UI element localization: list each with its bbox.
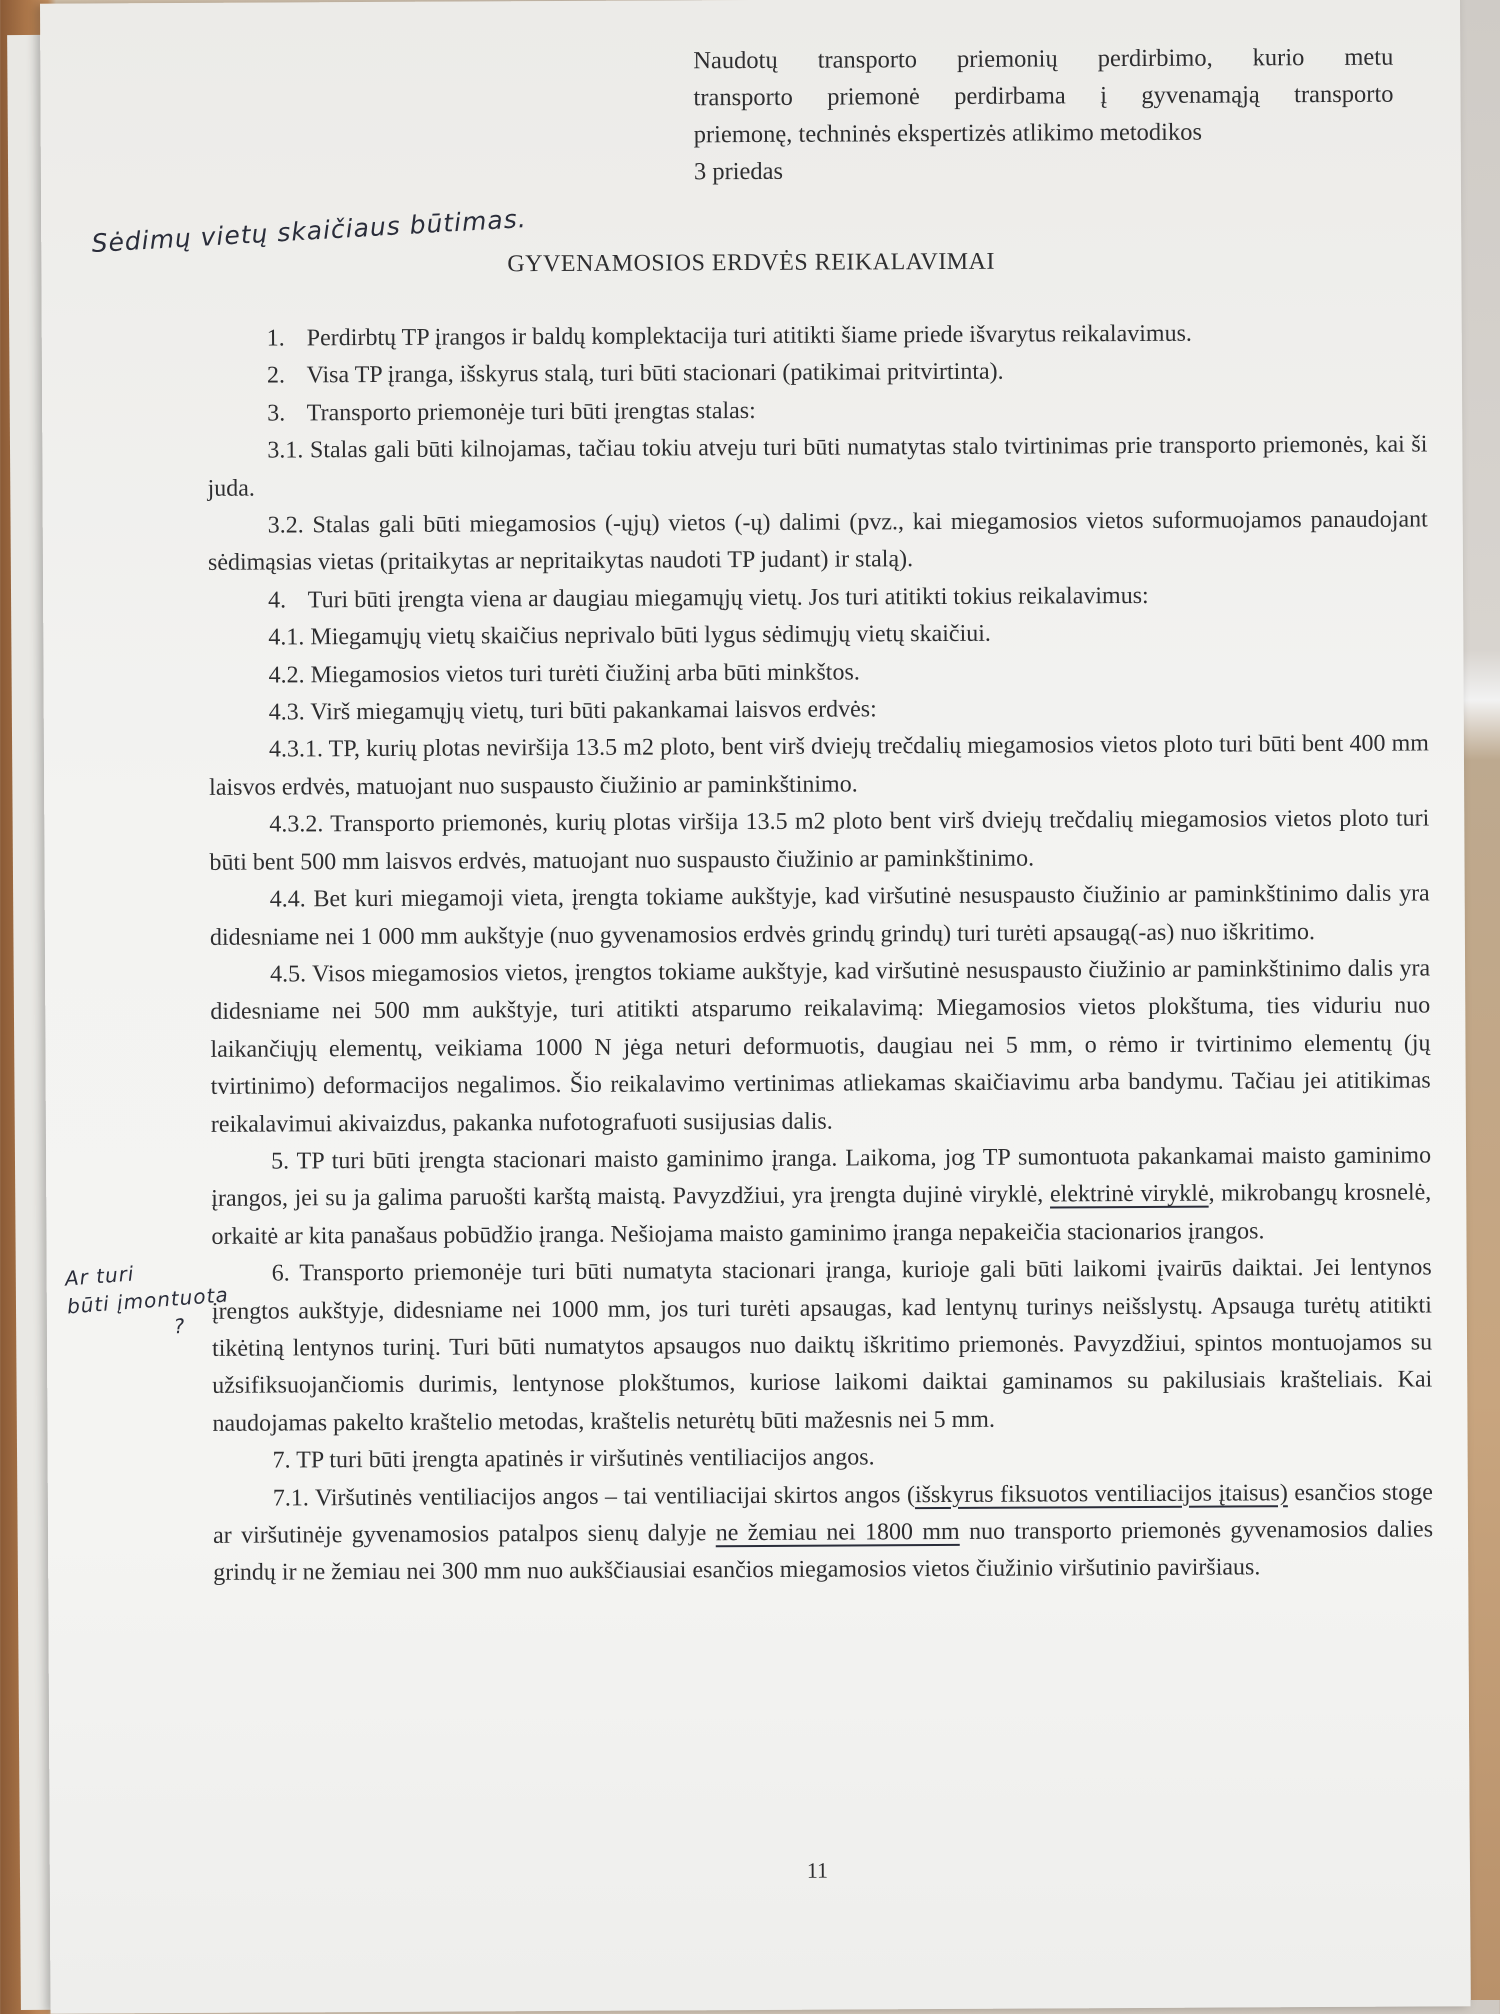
document-body: [207, 314, 1434, 1592]
paragraph-text: Viršutinės ventiliacijos angos – tai ventiliacijai skirtos angos (: [314, 1481, 915, 1511]
page-number: 11: [806, 1857, 829, 1883]
paragraph-number: 4.5.: [270, 961, 307, 988]
paragraph-number: 3.: [267, 400, 286, 427]
paragraph-text: esančios stoge ar viršutinėje gyvenamosios patalpos sienų dalyje: [212, 1479, 1433, 1549]
header-line: Naudotų transporto priemonių perdirbimo, kurio metu: [693, 43, 1394, 75]
handwritten-note-margin: [64, 1252, 240, 1349]
paragraph-text: Transporto priemonėje turi būti įrengtas stalas:: [306, 397, 756, 427]
paragraph-text: TP turi būti įrengta apatinės ir viršutinės ventiliacijos angos.: [296, 1444, 875, 1474]
paragraph-3-2: [208, 501, 1428, 582]
paragraph-number: 4.4.: [269, 886, 306, 913]
handwritten-line: Ar turi: [64, 1261, 136, 1291]
paragraph-4-4: [210, 876, 1430, 957]
paragraph-text: Stalas gali būti miegamosios (-ųjų) vietos (-ų) dalimi (pvz., kai miegamosios vietos suformuojamos panaudojant sėdimąsias vietas (pritaikytas ar nepritaikytas naudoti TP judant) ir stalą).: [207, 506, 1428, 577]
paragraph-text: Perdirbtų TP įrangos ir baldų komplektacija turi atitikti šiame priede išvarytus reikalavimus.: [306, 320, 1192, 352]
handwritten-line: būti įmontuota: [66, 1282, 230, 1319]
paragraph-7: [213, 1437, 1433, 1481]
underlined-phrase: elektrinė viryklė: [1049, 1180, 1209, 1208]
annex-number: 3 priedas: [693, 157, 784, 186]
header-line: priemonę, techninės ekspertizės atlikimo metodikos: [693, 118, 1203, 149]
annex-header: [693, 39, 1394, 191]
paragraph-text: Bet kuri miegamoji vieta, įrengta tokiame aukštyje, kad viršutinė nesuspausto čiužinio ar paminkštinimo dalis yra didesniame nei 1 000 mm aukštyje (nuo gyvenamosios erdvės grindų grindų) turi turėti apsaugą(-as) nuo iškritimo.: [209, 880, 1430, 951]
paragraph-number: 4.3.: [268, 699, 305, 726]
paragraph-2: [207, 352, 1427, 396]
document-page: [40, 0, 1471, 2014]
document-title: GYVENAMOSIOS ERDVĖS REIKALAVIMAI: [507, 248, 996, 278]
paragraph-number: 7.1.: [272, 1484, 309, 1512]
paragraph-number: 4.3.1.: [268, 736, 323, 763]
paragraph-5: [211, 1137, 1432, 1256]
header-line: transporto priemonė perdirbama į gyvenamąją transporto: [693, 80, 1394, 112]
paragraph-1: [207, 314, 1427, 358]
paragraph-number: 3.2.: [267, 512, 304, 539]
paragraph-4-1: [208, 614, 1428, 658]
paragraph-text: Virš miegamųjų vietų, turi būti pakankamai laisvos erdvės:: [310, 696, 877, 726]
paragraph-text: TP, kurių plotas neviršija 13.5 m2 ploto, bent virš dviejų trečdalių miegamosios vietos ploto turi būti bent 400 mm laisvos erdvės, matuojant nuo suspausto čiužinio ar paminkštinimo.: [209, 730, 1429, 801]
paragraph-7-1: [213, 1474, 1434, 1593]
paragraph-text: Visa TP įranga, išskyrus stalą, turi būti stacionari (patikimai pritvirtinta).: [306, 359, 1004, 389]
paragraph-3: [207, 389, 1427, 433]
paragraph-4-2: [208, 651, 1428, 695]
paragraph-4-3: [209, 689, 1429, 733]
paragraph-number: 4.1.: [268, 624, 305, 651]
paragraph-text: Visos miegamosios vietos, įrengtos tokiame aukštyje, kad viršutinė nesuspausto čiužinio ar paminkštinimo dalis yra didesniame nei 500 mm aukštyje, turi atitikti atsparumo reikalavimą: Miegamosios vietos plokštuma, ties viduriu nuo laikančiųjų elementų, veikiama 1000 N jėga neturi deformuotis, daugiau nei 5 mm, o rėmo ir tvirtinimo elementų (jų tvirtinimo) deformacijos negalimos. Šio reikalavimo vertinimas atliekamas skaičiavimu arba bandymu. Tačiau jei atitikimas reikalavimui akivaizdus, pakanka nufotografuoti susijusias dalis.: [210, 955, 1431, 1138]
paragraph-text: Transporto priemonės, kurių plotas viršija 13.5 m2 ploto bent virš dviejų trečdalių miegamosios vietos ploto turi būti bent 500 mm laisvos erdvės, matuojant nuo suspausto čiužinio ar paminkštinimo.: [209, 805, 1430, 876]
paragraph-4-5: [210, 950, 1431, 1143]
underlined-phrase: ne žemiau nei 1800 mm: [715, 1518, 960, 1547]
paragraph-number: 3.1.: [267, 437, 304, 464]
paragraph-text: Turi būti įrengta viena ar daugiau miegamųjų vietų. Jos turi atitikti tokius reikalavimus:: [307, 582, 1149, 614]
paragraph-text: Miegamosios vietos turi turėti čiužinį arba būti minkštos.: [310, 659, 860, 688]
paragraph-number: 4.2.: [268, 661, 305, 689]
paragraph-4-3-1: [209, 726, 1429, 807]
paragraph-text: Transporto priemonėje turi būti numatyta stacionari įranga, kurioje gali būti laikomi įvairūs daiktai. Jei lentynos įrengtos aukštyje, didesniame nei 1000 mm, jos turi turėti apsaugas, kad lentynų turinys neišslystų. Apsauga turėtų atitikti tikėtiną lentynos turinį. Turi būti numatytos apsaugos nuo daiktų iškritimo priemonės. Pavyzdžiui, spintos montuojamos su užsifiksuojančiomis durimis, lentynose plokštumos, kuriose laikomi daiktai gaminamos su pakilusiais krašteliais. Kai naudojamas pakelto kraštelio metodas, kraštelis neturėtų būti mažesnis nei 5 mm.: [211, 1254, 1433, 1437]
paragraph-number: 4.: [268, 587, 287, 614]
paragraph-number: 5.: [271, 1148, 290, 1175]
paragraph-text: , mikrobangų krosnelė, orkaitė ar kita panašaus pobūdžio įranga. Nešiojama maisto gaminimo įranga nepakeičia stacionarios įrangos.: [211, 1179, 1432, 1250]
handwritten-note-top: Sėdimų vietų skaičiaus būtimas.: [90, 204, 528, 259]
paragraph-text: TP turi būti įrengta stacionari maisto gaminimo įranga. Laikoma, jog TP sumontuota pakankamai maisto gaminimo įrangos, jei su ja galima paruošti karštą maistą. Pavyzdžiui, yra įrengta dujinė viryklė,: [211, 1142, 1432, 1213]
paragraph-3-1: [207, 427, 1427, 508]
paragraph-number: 7.: [272, 1447, 291, 1474]
paragraph-6: [212, 1250, 1433, 1443]
handwritten-question-mark: ?: [172, 1313, 187, 1339]
paragraph-number: 4.3.2.: [269, 811, 324, 838]
paragraph-text: Stalas gali būti kilnojamas, tačiau tokiu atveju turi būti numatytas stalo tvirtinimas prie transporto priemonės, kai ši juda.: [207, 431, 1428, 502]
paragraph-4-3-2: [209, 801, 1429, 882]
paragraph-text: Miegamųjų vietų skaičius neprivalo būti lygus sėdimųjų vietų skaičiui.: [310, 620, 991, 651]
paragraph-number: 1.: [266, 325, 285, 352]
paragraph-text: nuo transporto priemonės gyvenamosios dalies grindų ir ne žemiau nei 300 mm nuo aukščiausiai esančios miegamosios vietos čiužinio viršutinio paviršiaus.: [213, 1516, 1434, 1587]
underlined-phrase: išskyrus fiksuotos ventiliacijos įtaisus): [914, 1479, 1288, 1508]
paragraph-number: 2.: [266, 362, 286, 389]
paragraph-4: [208, 576, 1428, 620]
paragraph-number: 6.: [271, 1260, 290, 1287]
